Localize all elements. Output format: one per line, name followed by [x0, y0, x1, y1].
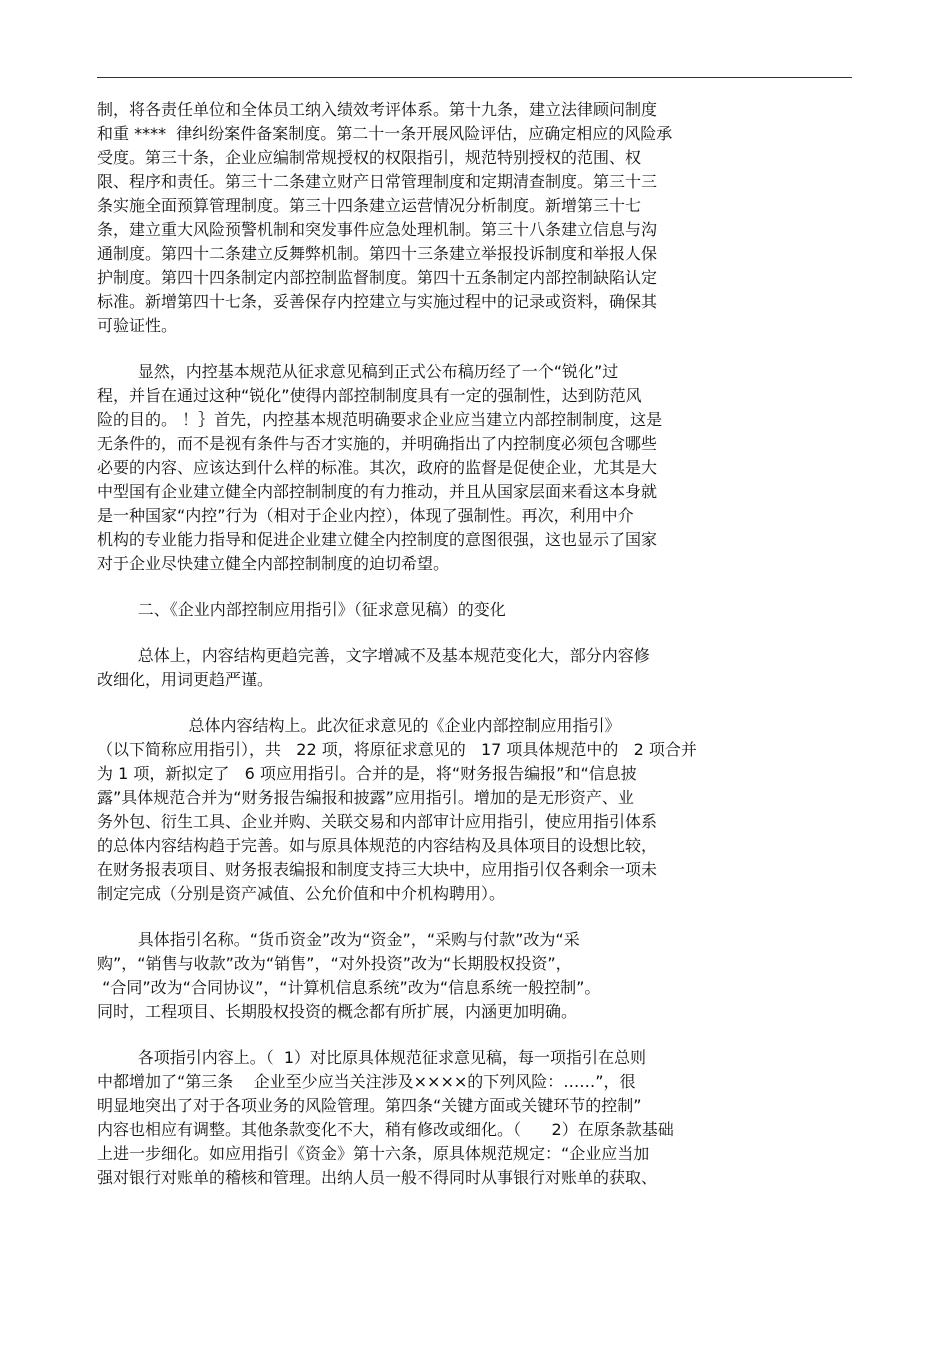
text-line: 的总体内容结构趋于完善。如与原具体规范的内容结构及具体项目的设想比较，	[97, 836, 658, 855]
text-line: 限、程序和责任。第三十二条建立财产日常管理制度和定期清查制度。第三十三	[97, 172, 658, 191]
text-line: 无条件的，而不是视有条件与否才实施的，并明确指出了内控制度必须包含哪些	[97, 434, 658, 453]
text-line: （以下简称应用指引），共 22 项，将原征求意见的 17 项具体规范中的 2 项合并	[97, 740, 697, 759]
text-line: 露”具体规范合并为“财务报告编报和披露”应用指引。增加的是无形资产、业	[97, 788, 634, 807]
section-heading	[97, 598, 777, 622]
text-line: 购”，“销售与收款”改为“销售”，“对外投资”改为“长期股权投资”，	[97, 954, 572, 973]
text-line: 强对银行对账单的稽核和管理。出纳人员一般不得同时从事银行对账单的获取、	[97, 1168, 658, 1187]
text-line: “合同”改为“合同协议”，“计算机信息系统”改为“信息系统一般控制”。	[97, 978, 601, 997]
text-line: 显然，内控基本规范从征求意见稿到正式公布稿历经了一个“锐化”过	[97, 362, 619, 381]
text-line: 同时，工程项目、长期股权投资的概念都有所扩展，内涵更加明确。	[97, 1002, 578, 1021]
text-line: 具体指引名称。“货币资金”改为“资金”，“采购与付款”改为“采	[97, 930, 580, 949]
paragraph-control-system-articles	[97, 98, 777, 338]
text-line: 务外包、衍生工具、企业并购、关联交易和内部审计应用指引，使应用指引体系	[97, 812, 658, 831]
text-line: 制，将各责任单位和全体员工纳入绩效考评体系。第十九条，建立法律顾问制度	[97, 100, 658, 119]
text-line: 上进一步细化。如应用指引《资金》第十六条，原具体规范规定：“企业应当加	[97, 1144, 650, 1163]
document-body	[97, 98, 777, 1190]
text-line: 必要的内容、应该达到什么样的标准。其次，政府的监督是促使企业，尤其是大	[97, 458, 658, 477]
text-line: 总体上，内容结构更趋完善，文字增减不及基本规范变化大，部分内容修	[97, 646, 650, 665]
text-line: 条，建立重大风险预警机制和突发事件应急处理机制。第三十八条建立信息与沟	[97, 220, 658, 239]
text-line: 标准。新增第四十七条，妥善保存内控建立与实施过程中的记录或资料，确保其	[97, 292, 658, 311]
text-line: 是一种国家“内控”行为（相对于企业内控），体现了强制性。再次，利用中介	[97, 506, 634, 525]
text-line: 在财务报表项目、财务报表编报和制度支持三大块中，应用指引仅各剩余一项未	[97, 860, 658, 879]
text-line: 明显地突出了对于各项业务的风险管理。第四条“关键方面或关键环节的控制”	[97, 1096, 642, 1115]
text-line: 内容也相应有调整。其他条款变化不大，稍有修改或细化。（ 2）在原条款基础	[97, 1120, 674, 1139]
text-line: 改细化，用词更趋严谨。	[97, 670, 274, 689]
paragraph-guide-content	[97, 1046, 777, 1190]
paragraph-guide-names	[97, 928, 777, 1024]
text-line: 可验证性。	[97, 316, 178, 335]
text-line: 为 1 项，新拟定了 6 项应用指引。合并的是，将“财务报告编报”和“信息披	[97, 764, 637, 783]
header-rule	[97, 77, 852, 78]
text-line: 对于企业尽快建立健全内部控制制度的迫切希望。	[97, 554, 450, 573]
text-line: 各项指引内容上。（ 1）对比原具体规范征求意见稿，每一项指引在总则	[97, 1048, 647, 1067]
text-line: 中型国有企业建立健全内部控制制度的有力推动，并且从国家层面来看这本身就	[97, 482, 658, 501]
paragraph-content-structure	[97, 714, 777, 906]
text-line: 和重 **** 律纠纷案件备案制度。第二十一条开展风险评估，应确定相应的风险承	[97, 124, 673, 143]
text-line: 总体内容结构上。此次征求意见的《企业内部控制应用指引》	[97, 716, 621, 735]
text-line: 护制度。第四十四条制定内部控制监督制度。第四十五条制定内部控制缺陷认定	[97, 268, 658, 287]
text-line: 程，并旨在通过这种“锐化”使得内部控制制度具有一定的强制性，达到防范风	[97, 386, 642, 405]
text-line: 险的目的。 ！｝首先，内控基本规范明确要求企业应当建立内部控制制度，这是	[97, 410, 663, 429]
text-line: 条实施全面预算管理制度。第三十四条建立运营情况分析制度。新增第三十七	[97, 196, 642, 215]
text-line: 机构的专业能力指导和促进企业建立健全内控制度的意图很强，这也显示了国家	[97, 530, 658, 549]
text-line: 通制度。第四十二条建立反舞弊机制。第四十三条建立举报投诉制度和举报人保	[97, 244, 658, 263]
paragraph-sharpening	[97, 360, 777, 576]
text-line: 中都增加了“第三条 企业至少应当关注涉及××××的下列风险：……”，很	[97, 1072, 636, 1091]
paragraph-overall	[97, 644, 777, 692]
section-heading-text: 二、《企业内部控制应用指引》（征求意见稿）的变化	[97, 600, 506, 619]
text-line: 受度。第三十条，企业应编制常规授权的权限指引，规范特别授权的范围、权	[97, 148, 642, 167]
text-line: 制定完成（分别是资产减值、公允价值和中介机构聘用）。	[97, 884, 506, 903]
